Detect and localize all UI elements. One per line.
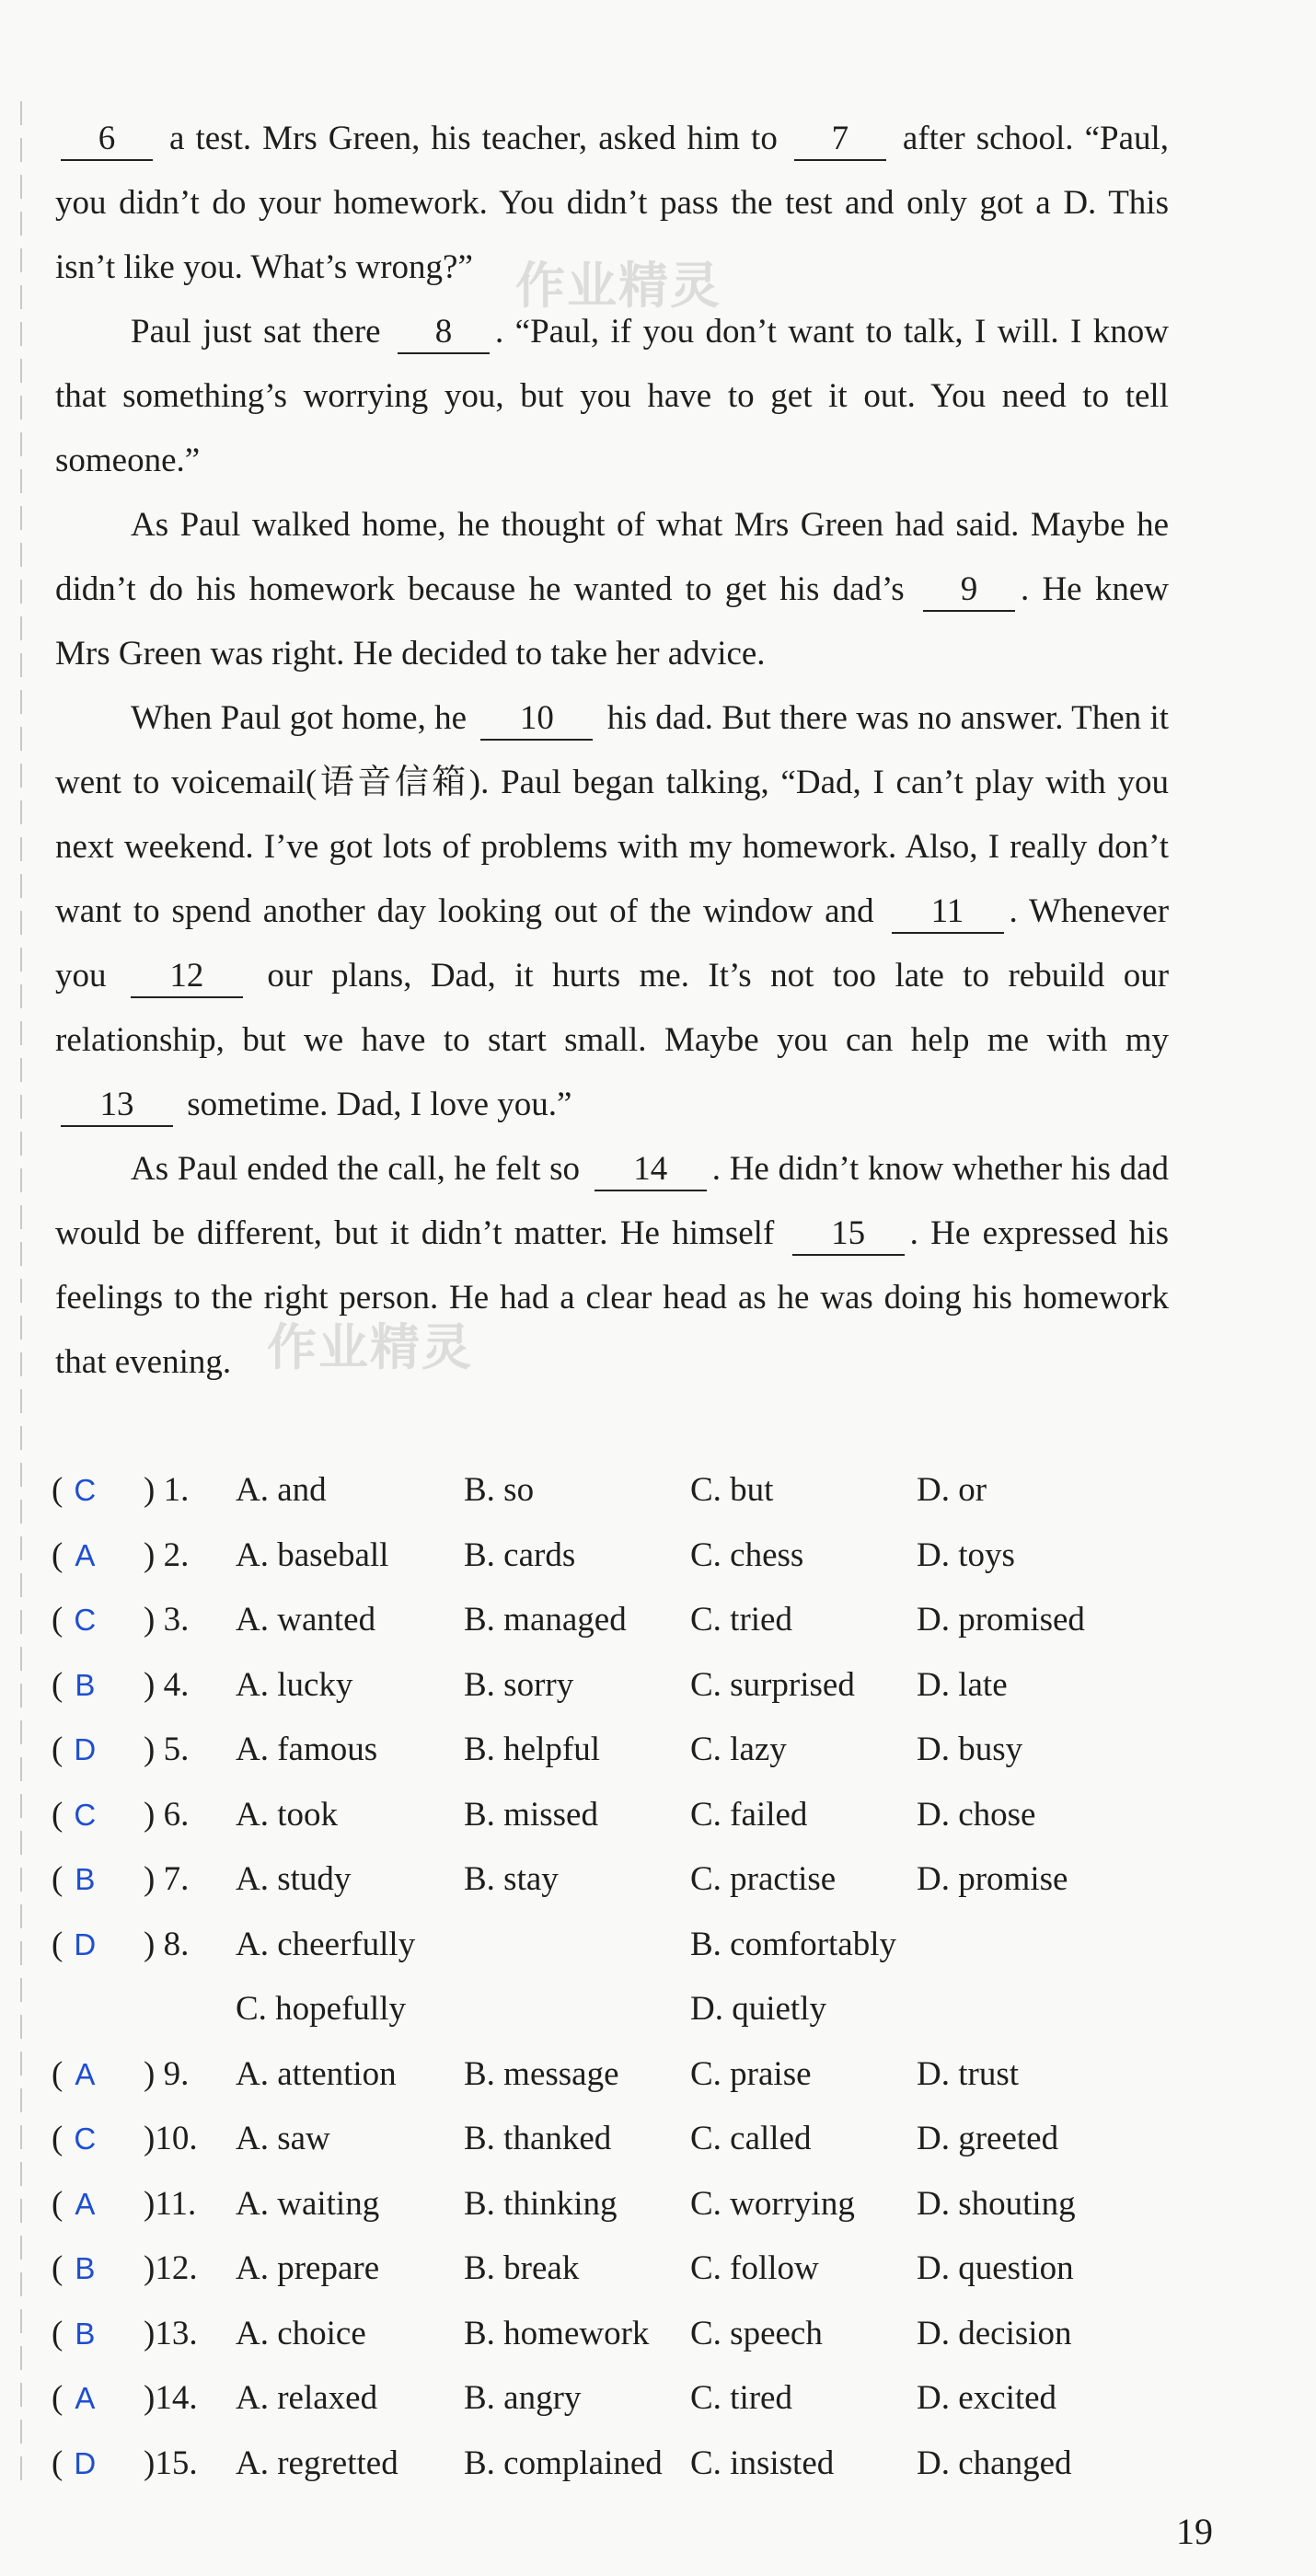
answer-bracket: ( B: [52, 1665, 107, 1705]
option-b: B. thinking: [464, 2184, 618, 2223]
option-a: A. saw: [236, 2120, 330, 2157]
option-d: D. busy: [917, 1731, 1023, 1768]
answer-bracket: ( B: [52, 1859, 107, 1899]
option-c: C. chess: [690, 1535, 804, 1574]
answer-letter: B: [75, 1667, 96, 1702]
answer-bracket: ( B: [52, 2314, 107, 2353]
option-a: A. wanted: [236, 1601, 376, 1639]
question-number: )13.: [144, 2314, 198, 2352]
option-d: D. decision: [917, 2314, 1072, 2352]
answer-letter: C: [74, 1603, 97, 1637]
question-row: [52, 2444, 1174, 2509]
question-number: )12.: [144, 2249, 198, 2287]
answer-letter: B: [75, 2316, 96, 2351]
paragraph-4: [55, 686, 1169, 1137]
answer-letter: A: [75, 1537, 96, 1572]
answer-letter: B: [75, 1862, 96, 1896]
answer-bracket: ( D: [52, 1925, 107, 1964]
option-a: C. hopefully: [236, 1990, 406, 2028]
question-row: [52, 2119, 1174, 2184]
option-d: D. greeted: [917, 2120, 1059, 2157]
paragraph-5: [55, 1137, 1169, 1395]
question-number: )11.: [144, 2184, 197, 2223]
option-b: B. thanked: [464, 2120, 612, 2157]
option-d: D. shouting: [917, 2184, 1076, 2223]
answer-letter: B: [75, 2251, 96, 2285]
question-number: ) 3.: [144, 1601, 190, 1639]
option-c: C. speech: [690, 2314, 823, 2352]
question-row: [52, 2184, 1174, 2249]
option-a: A. famous: [236, 1731, 378, 1768]
option-c: C. called: [690, 2120, 812, 2157]
option-a: A. study: [236, 1860, 352, 1898]
option-c: C. but: [690, 1471, 774, 1509]
paragraph-text: a test. Mrs Green, his teacher, asked him to: [169, 120, 778, 157]
answer-letter: D: [74, 1926, 97, 1961]
answer-bracket: ( C: [52, 2119, 107, 2158]
answer-bracket: ( A: [52, 2184, 107, 2224]
option-a: A. cheerfully: [236, 1925, 416, 1963]
option-b: B. so: [464, 1471, 535, 1509]
answer-letter: C: [74, 1473, 97, 1507]
answer-letter: D: [74, 1732, 97, 1766]
page-number: 19: [1176, 2511, 1213, 2552]
option-a: A. relaxed: [236, 2379, 378, 2417]
option-c: C. surprised: [690, 1665, 855, 1704]
option-b: B. stay: [464, 1860, 559, 1898]
question-number: )10.: [144, 2120, 198, 2157]
option-c: C. worrying: [690, 2184, 855, 2223]
paragraph-text: sometime. Dad, I love you.”: [187, 1086, 572, 1123]
question-row: [52, 1925, 1174, 1990]
option-b: B. helpful: [464, 1731, 600, 1768]
option-a: A. attention: [236, 2054, 397, 2093]
option-b: B. homework: [464, 2314, 650, 2352]
question-number: ) 5.: [144, 1731, 190, 1768]
option-b: B. angry: [464, 2379, 582, 2417]
paragraph-text: . He didn’t know whether his dad would be different, but it didn’t matter. He himself: [55, 1150, 1170, 1252]
question-number: ) 2.: [144, 1535, 190, 1574]
question-row: [52, 1535, 1174, 1601]
paragraph-text: . “Paul, if you don’t want to talk, I will. I know that something’s worrying you, but you have to get it out. You need to tell someone.”: [55, 313, 1170, 479]
answer-letter: A: [75, 2381, 96, 2415]
option-d: D. changed: [917, 2444, 1072, 2482]
question-number: ) 6.: [144, 1795, 190, 1834]
option-d: D. trust: [917, 2054, 1019, 2093]
answer-bracket: ( C: [52, 1600, 107, 1639]
option-d: D. chose: [917, 1795, 1036, 1834]
paragraph-text: As Paul walked home, he thought of what Mrs Green had said. Maybe he didn’t do his homework because he wanted to get his dad’s: [55, 506, 1169, 608]
question-row: [52, 2378, 1174, 2444]
answer-bracket: ( C: [52, 1470, 107, 1510]
option-d: D. late: [917, 1665, 1008, 1704]
option-c: C. insisted: [690, 2444, 835, 2482]
option-c: B. comfortably: [690, 1925, 897, 1963]
question-number: ) 9.: [144, 2054, 190, 2093]
paragraph-text: Paul just sat there: [131, 313, 381, 351]
option-c: D. quietly: [690, 1990, 826, 2028]
option-b: B. sorry: [464, 1665, 574, 1704]
paragraph-text: When Paul got home, he: [131, 699, 468, 737]
option-d: D. question: [917, 2249, 1074, 2287]
option-a: A. and: [236, 1471, 327, 1509]
option-d: D. promise: [917, 1860, 1068, 1898]
question-number: )14.: [144, 2379, 198, 2417]
option-c: C. praise: [690, 2054, 812, 2093]
answer-letter: C: [74, 2122, 97, 2156]
option-b: B. break: [464, 2249, 580, 2287]
option-a: A. prepare: [236, 2249, 380, 2287]
question-row: [52, 2054, 1174, 2120]
answer-bracket: ( D: [52, 2444, 107, 2483]
answer-options-list: [52, 1470, 1174, 2508]
question-number: ) 7.: [144, 1860, 190, 1898]
blank-10: 10: [480, 698, 593, 741]
option-a: A. regretted: [236, 2444, 398, 2482]
option-d: D. promised: [917, 1601, 1085, 1639]
question-row: [52, 1730, 1174, 1795]
option-a: A. baseball: [236, 1535, 389, 1574]
binding-margin-line: [20, 101, 22, 2484]
option-c: C. failed: [690, 1795, 808, 1834]
question-number: )15.: [144, 2444, 198, 2482]
question-row: [52, 1470, 1174, 1535]
blank-7: 7: [794, 119, 886, 161]
option-a: A. took: [236, 1795, 338, 1834]
watermark: 作业精灵: [267, 1318, 473, 1376]
blank-8: 8: [398, 312, 490, 354]
blank-15: 15: [792, 1213, 905, 1256]
question-row: [52, 1665, 1174, 1731]
answer-letter: D: [74, 2445, 97, 2480]
paragraph-2: [55, 300, 1169, 493]
question-row: [52, 1859, 1174, 1925]
paragraph-text: . Whenever you: [55, 892, 1170, 995]
blank-6: 6: [61, 119, 153, 161]
option-b: B. missed: [464, 1795, 598, 1834]
option-c: C. follow: [690, 2249, 819, 2287]
blank-11: 11: [892, 891, 1004, 934]
option-c: C. lazy: [690, 1731, 787, 1768]
option-c: C. tired: [690, 2379, 792, 2417]
blank-9: 9: [923, 569, 1015, 612]
answer-bracket: ( B: [52, 2248, 107, 2288]
answer-letter: A: [75, 2056, 96, 2091]
option-d: D. toys: [917, 1535, 1015, 1574]
paragraph-3: [55, 493, 1169, 686]
option-b: B. cards: [464, 1535, 576, 1574]
option-c: C. tried: [690, 1601, 792, 1639]
question-row: [52, 2314, 1174, 2379]
answer-letter: A: [75, 2186, 96, 2221]
answer-bracket: ( C: [52, 1795, 107, 1834]
option-a: A. choice: [236, 2314, 366, 2352]
paragraph-text: his dad. But there was no answer. Then it went to voicemail(语音信箱). Paul began talking, “Dad, I can’t play with you next weekend. I’ve got lots of problems with my homework. Also, I really don’t want to spend another day looking out of the window and: [55, 699, 1170, 930]
paragraph-text: . He knew Mrs Green was right. He decided to take her advice.: [55, 570, 1169, 673]
option-a: A. waiting: [236, 2184, 380, 2223]
answer-bracket: ( A: [52, 1535, 107, 1575]
paragraph-text: after school. “Paul, you didn’t do your homework. You didn’t pass the test and only got a D. This isn’t like you. What’s wrong?”: [55, 120, 1170, 286]
question-row: [52, 1795, 1174, 1860]
question-number: ) 8.: [144, 1925, 190, 1963]
blank-14: 14: [595, 1149, 707, 1191]
paragraph-text: . He expressed his feelings to the right person. He had a clear head as he was doing his homework that evening.: [55, 1214, 1170, 1381]
watermark: 作业精灵: [515, 257, 721, 315]
answer-bracket: ( A: [52, 2054, 107, 2094]
question-row: [52, 2248, 1174, 2314]
blank-13: 13: [61, 1085, 173, 1127]
question-number: ) 1.: [144, 1471, 190, 1509]
blank-12: 12: [131, 956, 243, 998]
question-row: [52, 1989, 1174, 2054]
question-number: ) 4.: [144, 1665, 190, 1704]
paragraph-text: As Paul ended the call, he felt so: [131, 1150, 581, 1188]
paragraph-text: our plans, Dad, it hurts me. It’s not too late to rebuild our relationship, but we have to start small. Maybe you can help me with my: [55, 957, 1170, 1059]
option-b: B. managed: [464, 1601, 627, 1639]
answer-letter: C: [74, 1797, 97, 1832]
option-d: D. excited: [917, 2379, 1057, 2417]
answer-bracket: ( D: [52, 1730, 107, 1769]
option-b: B. complained: [464, 2444, 663, 2482]
question-row: [52, 1600, 1174, 1665]
option-a: A. lucky: [236, 1665, 353, 1704]
option-d: D. or: [917, 1471, 987, 1509]
option-c: C. practise: [690, 1860, 837, 1898]
option-b: B. message: [464, 2054, 619, 2093]
answer-bracket: ( A: [52, 2378, 107, 2418]
